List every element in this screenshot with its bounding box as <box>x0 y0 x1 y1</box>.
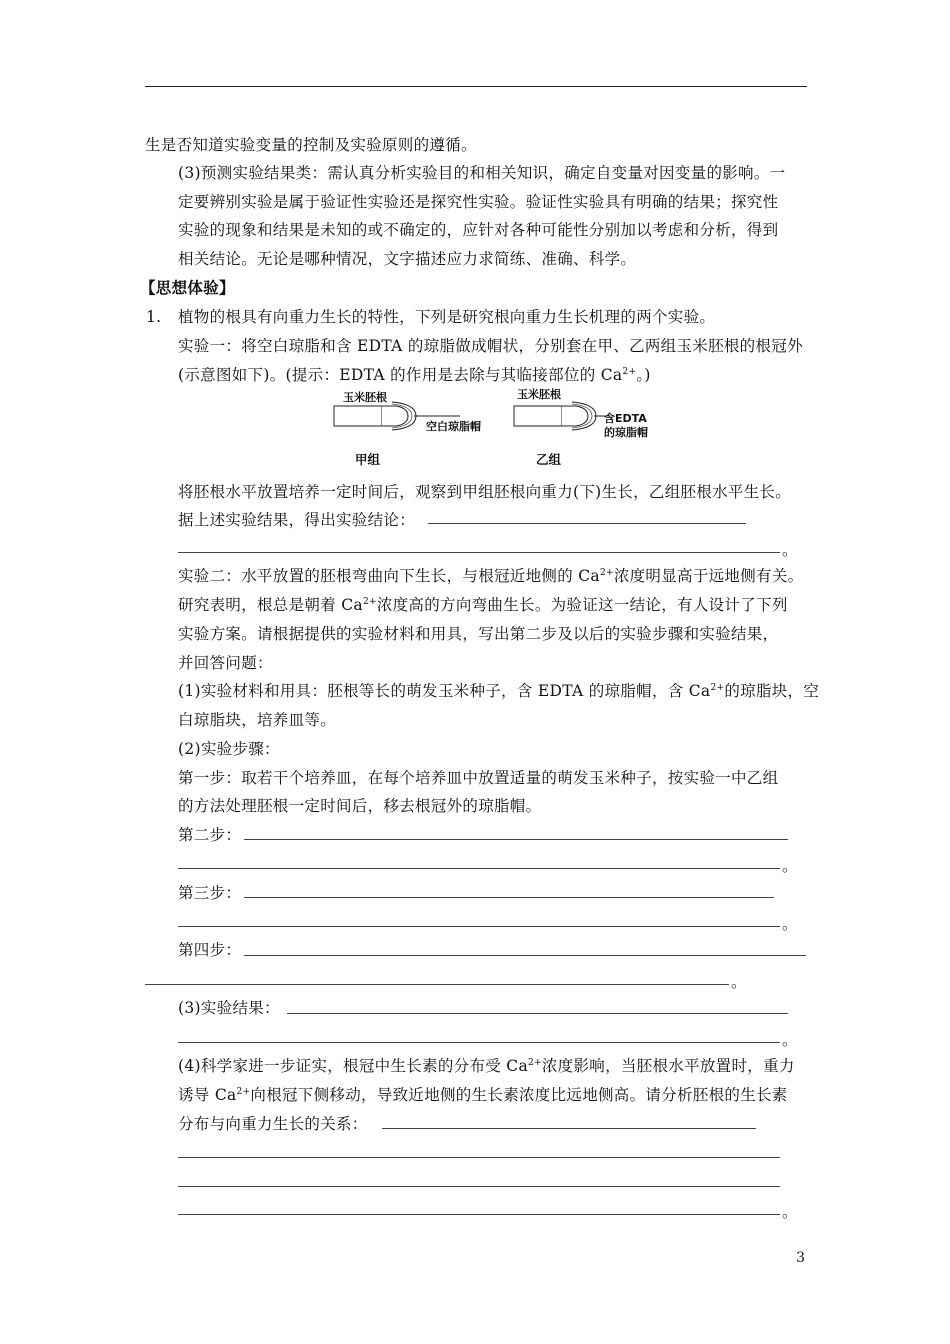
experiment1-text: 实验一：将空白琼脂和含 EDTA 的琼脂做成帽状，分别套在甲、乙两组玉米胚根的根冠外 <box>178 337 803 355</box>
section-heading: 【思想体验】 <box>140 278 235 297</box>
answer-blank[interactable] <box>244 839 788 840</box>
section3-line: 实验的现象和结果是未知的或不确定的，应针对各种可能性分别加以考虑和分析，得到 <box>178 221 779 239</box>
period: 。 <box>782 1031 798 1049</box>
question4-text: 诱导 $Ca^{2+}$向根冠下侧移动，导致近地侧的生长素浓度比远地侧高。请分析胚根的生长素 <box>178 1086 788 1104</box>
fig-right-root-label: 玉米胚根 <box>517 388 561 401</box>
answer-blank[interactable] <box>287 1013 788 1014</box>
fig-right-cap-label-2: 的琼脂帽 <box>604 426 648 439</box>
period: 。 <box>782 857 798 875</box>
materials-text: 白琼脂块，培养皿等。 <box>178 711 337 729</box>
experiment2-text: 并回答问题： <box>178 654 273 672</box>
period: 。 <box>782 915 798 933</box>
period: 。 <box>731 973 747 991</box>
question-number: 1. <box>146 308 162 326</box>
answer-blank[interactable] <box>382 1128 756 1129</box>
answer-blank[interactable] <box>244 897 774 898</box>
page-number: 3 <box>796 1250 805 1266</box>
experiment2-text: 实验二：水平放置的胚根弯曲向下生长，与根冠近地侧的 $Ca^{2+}$浓度明显高于远地侧有关。 <box>178 567 804 585</box>
answer-blank[interactable] <box>178 868 780 869</box>
answer-blank[interactable] <box>178 1157 780 1158</box>
section3-line: (3)预测实验结果类：需认真分析实验目的和相关知识，确定自变量对因变量的影响。一 <box>178 164 786 182</box>
section3-line: 定要辨别实验是属于验证性实验还是探究性实验。验证性实验具有明确的结果；探究性 <box>178 193 779 211</box>
answer-blank[interactable] <box>178 1186 780 1187</box>
step1-text: 第一步：取若干个培养皿，在每个培养皿中放置适量的萌发玉米种子，按实验一中乙组 <box>178 769 779 787</box>
fig-right-caption: 乙组 <box>536 452 562 467</box>
header-rule <box>145 86 807 87</box>
experiment1-result: 将胚根水平放置培养一定时间后，观察到甲组胚根向重力(下)生长，乙组胚根水平生长。 <box>178 483 792 501</box>
experiment2-text: 实验方案。请根据提供的实验材料和用具，写出第二步及以后的实验步骤和实验结果， <box>178 625 779 643</box>
results-label: (3)实验结果： <box>178 999 280 1017</box>
answer-blank[interactable] <box>428 523 746 524</box>
step3-label: 第三步： <box>178 884 242 902</box>
question-intro: 植物的根具有向重力生长的特性，下列是研究根向重力生长机理的两个实验。 <box>178 308 716 326</box>
steps-heading: (2)实验步骤： <box>178 740 280 758</box>
question4-text: (4)科学家进一步证实，根冠中生长素的分布受 $Ca^{2+}$浓度影响，当胚根水平放置时，重力 <box>178 1057 795 1075</box>
experiment1-text: (示意图如下)。(提示：EDTA 的作用是去除与其临接部位的 $Ca^{2+}$。) <box>178 366 651 384</box>
fig-left-root-label: 玉米胚根 <box>343 391 387 404</box>
fig-right-cap-label-1: 含EDTA <box>604 412 647 425</box>
step2-label: 第二步： <box>178 826 242 844</box>
root-with-edta-cap-diagram <box>510 400 610 440</box>
step4-label: 第四步： <box>178 941 242 959</box>
answer-blank[interactable] <box>178 1214 780 1215</box>
materials-text: (1)实验材料和用具：胚根等长的萌发玉米种子，含 EDTA 的琼脂帽，含 $Ca^{2+}$的琼脂块，空 <box>178 682 820 700</box>
continuation-text: 生是否知道实验变量的控制及实验原则的遵循。 <box>145 136 477 154</box>
answer-blank[interactable] <box>178 1042 780 1043</box>
step1-text: 的方法处理胚根一定时间后，移去根冠外的琼脂帽。 <box>178 797 542 815</box>
conclusion-prompt: 据上述实验结果，得出实验结论： <box>178 511 416 529</box>
fig-left-caption: 甲组 <box>355 452 381 467</box>
period: 。 <box>782 541 798 559</box>
question4-text: 分布与向重力生长的关系： <box>178 1115 368 1133</box>
experiment2-text: 研究表明，根总是朝着 $Ca^{2+}$浓度高的方向弯曲生长。为验证这一结论，有人设计了下列 <box>178 596 788 614</box>
section3-line: 相关结论。无论是哪种情况，文字描述应力求简练、准确、科学。 <box>178 250 637 268</box>
answer-blank[interactable] <box>178 926 780 927</box>
answer-blank[interactable] <box>145 984 729 985</box>
period: 。 <box>782 1203 798 1221</box>
answer-blank[interactable] <box>244 955 806 956</box>
fig-left-cap-label: 空白琼脂帽 <box>426 420 481 433</box>
answer-blank[interactable] <box>178 552 780 553</box>
